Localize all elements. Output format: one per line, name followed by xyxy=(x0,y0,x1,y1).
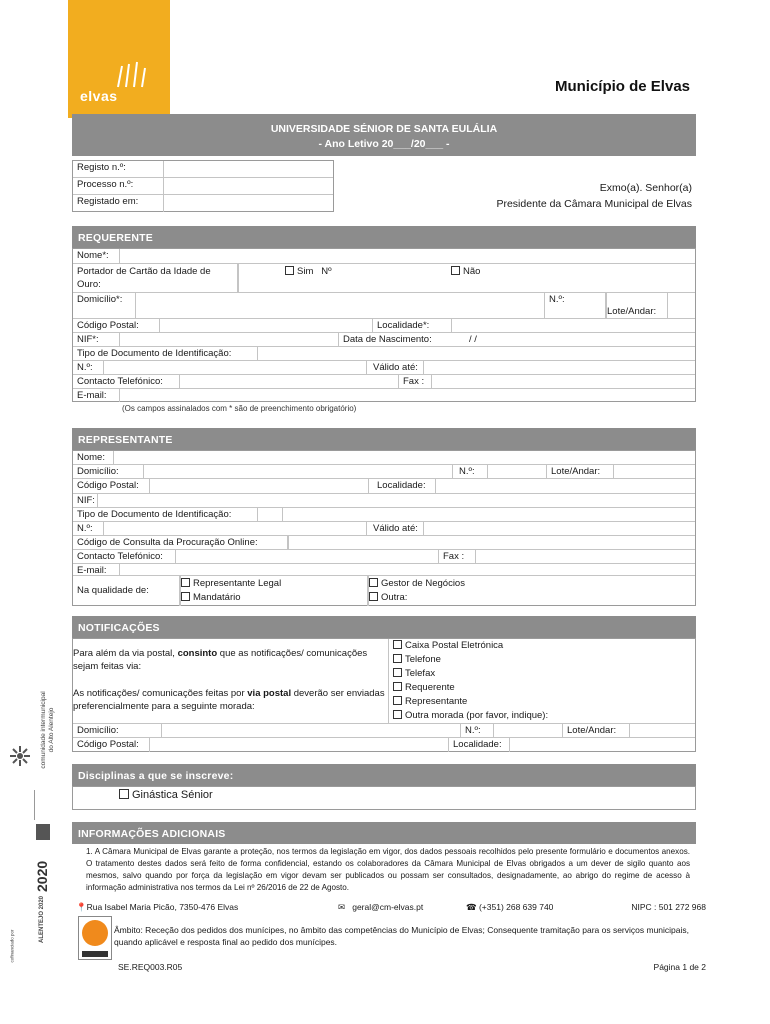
codigo-consulta-label: Código de Consulta da Procuração Online: xyxy=(77,537,258,548)
requerente-header: REQUERENTE xyxy=(72,226,696,248)
consent-text-bold: consinto xyxy=(177,648,218,659)
rep-doc-numero-field[interactable] xyxy=(103,522,367,535)
rep-contacto-label: Contacto Telefónico: xyxy=(77,551,163,562)
footer-phone xyxy=(466,902,553,913)
tipo-documento-label: Tipo de Documento de Identificação: xyxy=(77,348,232,359)
postal-text-c: deverão ser enviadas preferencialmente para a seguinte morada: xyxy=(73,688,385,712)
caixa-postal-option[interactable] xyxy=(393,639,548,653)
localidade-label: Localidade*: xyxy=(377,320,430,331)
email-label: E-mail: xyxy=(77,390,107,401)
requerente-option[interactable] xyxy=(393,681,548,695)
alentejo2020-text: ALENTEJO 2020 xyxy=(39,895,45,943)
caixa-postal-checkbox[interactable] xyxy=(393,640,402,649)
notif-localidade-field[interactable] xyxy=(509,738,695,752)
doc-numero-field[interactable] xyxy=(103,361,367,374)
registo-label: Registo n.º: xyxy=(77,162,126,173)
notif-lote-field[interactable] xyxy=(629,724,695,737)
rep-valido-field[interactable] xyxy=(423,522,695,535)
notif-numero-label: N.º: xyxy=(465,725,481,736)
nif-field[interactable] xyxy=(119,333,339,346)
representante-header: REPRESENTANTE xyxy=(72,428,696,450)
form-title: UNIVERSIDADE SÉNIOR DE SANTA EULÁLIA xyxy=(270,123,498,135)
envelope-icon: ✉ xyxy=(338,902,346,912)
sim-option[interactable] xyxy=(285,266,332,277)
mandatario-option[interactable] xyxy=(181,591,281,605)
requerente-label: Requerente xyxy=(405,682,455,693)
phone-text: (+351) 268 639 740 xyxy=(478,902,554,912)
codigo-postal-field[interactable] xyxy=(159,319,373,332)
qualidade-label: Na qualidade de: xyxy=(77,585,149,596)
contacto-field[interactable] xyxy=(179,375,399,388)
telefone-label: Telefone xyxy=(405,654,441,665)
notificacoes-postal-text xyxy=(73,687,385,713)
notification-options xyxy=(393,639,548,723)
form-header-banner xyxy=(72,114,696,156)
processo-label: Processo n.º: xyxy=(77,179,134,190)
telefax-label: Telefax xyxy=(405,668,436,679)
footer-nipc: NIPC : 501 272 968 xyxy=(631,902,706,912)
doc-numero-label: N.º: xyxy=(77,362,93,373)
rep-nif-field[interactable] xyxy=(97,494,695,507)
portugal2020-text: 2020 xyxy=(34,860,50,892)
representante-label: Representante xyxy=(405,696,468,707)
postal-text-bold: via postal xyxy=(247,688,292,699)
nao-label: Não xyxy=(463,266,481,277)
eu-flag-icon xyxy=(36,824,50,840)
exmo-text: Exmo(a). Senhor(a) xyxy=(599,182,692,194)
registado-label: Registado em: xyxy=(77,196,139,207)
valido-label: Válido até: xyxy=(373,362,418,373)
numero-label: N.º: xyxy=(549,294,565,305)
school-year: - Ano Letivo 20___/20___ - xyxy=(318,138,450,150)
info-header: INFORMAÇÕES ADICIONAIS xyxy=(72,822,696,844)
alentejo2020-logo xyxy=(30,895,54,944)
telefax-option[interactable] xyxy=(393,667,548,681)
outra-morada-checkbox[interactable] xyxy=(393,710,402,719)
rep-contacto-field[interactable] xyxy=(175,550,439,563)
requerente-checkbox[interactable] xyxy=(393,682,402,691)
representante-option[interactable] xyxy=(393,695,548,709)
certification-badge-icon xyxy=(78,916,112,960)
municipality-title: Município de Elvas xyxy=(554,78,690,95)
processo-field[interactable] xyxy=(163,178,333,194)
ginastica-option[interactable] xyxy=(119,789,213,801)
rep-codigo-postal-field[interactable] xyxy=(149,479,369,493)
presidente-text: Presidente da Câmara Municipal de Elvas xyxy=(496,198,692,210)
logo-wordmark: elvas xyxy=(80,88,118,104)
rep-localidade-label: Localidade: xyxy=(377,480,426,491)
rep-email-field[interactable] xyxy=(119,564,695,575)
mandatario-label: Mandatário xyxy=(193,592,241,603)
rep-codigo-postal-label: Código Postal: xyxy=(77,480,139,491)
outra-morada-label: Outra morada (por favor, indique): xyxy=(405,710,549,721)
nome-field[interactable] xyxy=(119,249,695,263)
notificacoes-block xyxy=(72,638,696,752)
rep-domicilio-label: Domicílio: xyxy=(77,466,119,477)
cimaa-logo-icon xyxy=(8,744,32,768)
outra-morada-option[interactable] xyxy=(393,709,548,723)
rep-numero-field[interactable] xyxy=(487,465,547,478)
rep-lote-label: Lote/Andar: xyxy=(551,466,601,477)
domicilio-label: Domicílio*: xyxy=(77,294,123,305)
notif-codigo-postal-label: Código Postal: xyxy=(77,739,139,750)
lote-field[interactable] xyxy=(667,293,695,318)
email-text: geral@cm-elvas.pt xyxy=(352,902,424,912)
notif-domicilio-label: Domicílio: xyxy=(77,725,119,736)
phone-icon: ☎ xyxy=(466,902,477,912)
wheat-icon xyxy=(112,60,152,88)
localidade-field[interactable] xyxy=(451,319,695,332)
sim-label: Sim xyxy=(297,266,314,277)
data-nascimento-label: Data de Nascimento: xyxy=(343,334,432,345)
data-nascimento-field[interactable]: / / xyxy=(469,334,477,345)
consent-text-a: Para além da via postal, xyxy=(73,648,175,659)
contacto-label: Contacto Telefónico: xyxy=(77,376,163,387)
rep-fax-field[interactable] xyxy=(475,550,695,563)
notif-numero-field[interactable] xyxy=(493,724,563,737)
representante-block xyxy=(72,450,696,606)
cofinanciado-logo xyxy=(2,929,26,963)
tipo-documento-field[interactable] xyxy=(257,347,695,360)
side-logo-comunidade xyxy=(4,690,60,780)
divider xyxy=(237,264,239,292)
rep-fax-label: Fax : xyxy=(443,551,465,562)
page-number: Página 1 de 2 xyxy=(653,962,706,972)
ginastica-checkbox[interactable] xyxy=(119,789,129,799)
notif-domicilio-field[interactable] xyxy=(161,724,461,737)
footer-address xyxy=(76,902,238,913)
comunidade-text: comunidade intermunicipal do Alto Alentejo xyxy=(40,691,55,769)
registado-field[interactable] xyxy=(163,195,333,212)
notificacoes-header: NOTIFICAÇÕES xyxy=(72,616,696,638)
notificacoes-consent-text xyxy=(73,647,383,673)
rep-legal-label: Representante Legal xyxy=(193,578,282,589)
requerente-block xyxy=(72,248,696,402)
notif-localidade-label: Localidade: xyxy=(453,739,502,750)
rep-tipo-documento-label: Tipo de Documento de Identificação: xyxy=(77,509,232,520)
rep-email-label: E-mail: xyxy=(77,565,107,576)
ambito-text: Âmbito: Receção dos pedidos dos munícipes, no âmbito das competências do Município de Elvas; Consequente tramitação para os serviços municipais, quando aplicável e resposta final ao pedido dos munícipes. xyxy=(114,925,689,947)
ginastica-label: Ginástica Sénior xyxy=(132,789,213,801)
address-text: Rua Isabel Maria Picão, 7350-476 Elvas xyxy=(86,902,239,912)
rep-tipo-documento-field[interactable] xyxy=(257,508,283,521)
telefone-checkbox[interactable] xyxy=(393,654,402,663)
registo-field[interactable] xyxy=(163,161,333,177)
fax-label: Fax : xyxy=(403,376,425,387)
telefax-checkbox[interactable] xyxy=(393,668,402,677)
rep-localidade-field[interactable] xyxy=(435,479,695,493)
info-text: 1. A Câmara Municipal de Elvas garante a proteção, nos termos da legislação em vigor, dos dados pessoais recolhidos pelo presente formulário e documentos anexos. O tratamento destes dados será feito de forma confidencial, estando os colaboradores da Câmara Municipal de Elvas obrigados a um dever de sigilo quanto aos mesmos, salvo quando por força da legislação em vigor devam ser publicados ou possam ser consultados, designadamente, ao abrigo do regime de acesso à informação administrativa nos termos da Lei nº 26/2016 de 22 de Agosto. xyxy=(86,847,690,892)
disciplinas-header: Disciplinas a que se inscreve: xyxy=(72,764,696,786)
rep-nome-field[interactable] xyxy=(113,451,695,464)
notif-codigo-postal-field[interactable] xyxy=(149,738,449,752)
domicilio-field[interactable] xyxy=(135,293,545,318)
lote-label: Lote/Andar: xyxy=(607,306,657,317)
rep-nome-label: Nome: xyxy=(77,452,105,463)
codigo-postal-label: Código Postal: xyxy=(77,320,139,331)
gestor-label: Gestor de Negócios xyxy=(381,578,465,589)
info-block xyxy=(72,844,696,896)
divider xyxy=(287,536,289,549)
outra-label: Outra: xyxy=(381,592,408,603)
form-reference: SE.REQ003.R05 xyxy=(118,962,183,972)
nao-option[interactable] xyxy=(451,266,480,277)
nome-label: Nome*: xyxy=(77,250,109,261)
gestor-checkbox[interactable] xyxy=(369,578,378,587)
required-note: (Os campos assinalados com * são de preenchimento obrigatório) xyxy=(122,404,357,413)
rep-domicilio-field[interactable] xyxy=(143,465,453,478)
cofinanciado-text: cofinanciado por xyxy=(9,929,15,963)
footer-email[interactable] xyxy=(338,902,423,913)
consent-text-c: que as notificações/ comunicações sejam feitas via: xyxy=(73,648,368,672)
telefone-option[interactable] xyxy=(393,653,548,667)
municipality-logo xyxy=(68,0,170,118)
rep-legal-option[interactable] xyxy=(181,577,281,591)
registration-block xyxy=(72,160,696,212)
fax-field[interactable] xyxy=(431,375,695,388)
gestor-option[interactable] xyxy=(369,577,465,591)
location-pin-icon: 📍 xyxy=(76,902,87,912)
portugal2020-logo xyxy=(28,850,56,892)
side-divider xyxy=(34,790,48,820)
nif-label: NIF*: xyxy=(77,334,99,345)
rep-legal-checkbox[interactable] xyxy=(181,578,190,587)
rep-nif-label: NIF: xyxy=(77,495,95,506)
caixa-postal-label: Caixa Postal Eletrónica xyxy=(405,640,504,651)
valido-field[interactable] xyxy=(423,361,695,374)
representante-checkbox[interactable] xyxy=(393,696,402,705)
rep-numero-label: N.º: xyxy=(459,466,475,477)
postal-text-a: As notificações/ comunicações feitas por xyxy=(73,688,245,699)
mandatario-checkbox[interactable] xyxy=(181,592,190,601)
outra-option[interactable] xyxy=(369,591,465,605)
rep-doc-numero-label: N.º: xyxy=(77,523,93,534)
rep-lote-field[interactable] xyxy=(613,465,695,478)
outra-checkbox[interactable] xyxy=(369,592,378,601)
cartao-label: Portador de Cartão da Idade de Ouro: xyxy=(77,266,211,290)
sim-checkbox[interactable] xyxy=(285,266,294,275)
notif-lote-label: Lote/Andar: xyxy=(567,725,617,736)
disciplinas-block xyxy=(72,786,696,810)
rep-valido-label: Válido até: xyxy=(373,523,418,534)
email-field[interactable] xyxy=(119,389,695,402)
num-label: Nº xyxy=(321,266,332,277)
nao-checkbox[interactable] xyxy=(451,266,460,275)
